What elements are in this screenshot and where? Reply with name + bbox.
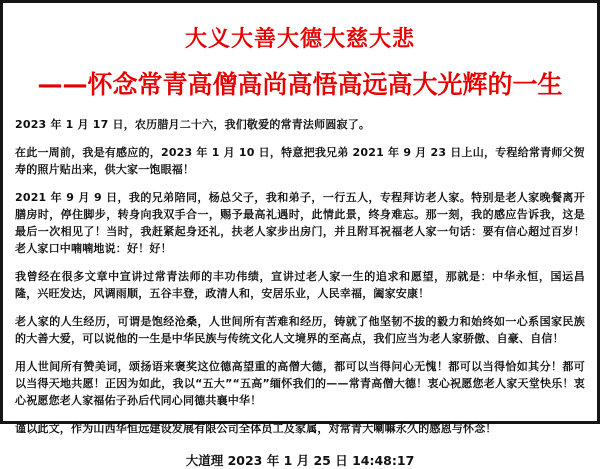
body-paragraph: 谨以此文，作为山西华恒远建设发展有限公司全体员工及家属，对常青大喇嘛永久的感恩与怀念！	[15, 422, 497, 436]
signature-line: 大道理 2023 年 1 月 25 日 14:48:17	[185, 453, 415, 469]
page-subtitle: ——怀念常青高僧高尚高悟高远高大光辉的一生	[37, 70, 563, 100]
document-body	[15, 116, 585, 437]
page-title: 大义大善大德大慈大悲	[184, 27, 415, 52]
body-paragraph: 2023 年 1 月 17 日，农历腊月二十六，我们敬爱的常青法师圆寂了。	[15, 118, 371, 132]
body-paragraph: 在此一周前，我是有感应的，2023 年 1 月 10 日，特意把我兄弟 2021 年 9 月 23 日上山，专程给常青师父贺寿的照片贴出来，供大家一饱眼福！	[15, 146, 585, 177]
body-paragraph: 我曾经在很多文章中宣讲过常青法师的丰功伟绩，宣讲过老人家一生的追求和愿望，那就是：中华永恒，国运昌隆，兴旺发达，风调雨顺，五谷丰登，政清人和，安居乐业，人民幸福，阖家安康！	[15, 270, 585, 301]
body-paragraph: 老人家的人生经历，可谓是饱经沧桑，人世间所有苦难和经历，铸就了他坚韧不拔的毅力和始终如一心系国家民族的大善大爱，可以说他的一生是中华民族与传统文化人文境界的至高点，我们应当为老人家骄傲、自豪、自信！	[15, 315, 585, 346]
body-paragraph: 2021 年 9 月 9 日，我的兄弟陪同，杨总父子，我和弟子，一行五人，专程拜访老人家。特别是老人家晚餐离开膳房时，停住脚步，转身向我双手合一，赐予最高礼遇时，此情此景，终身难忘。那一刻，我的感应告诉我，这是最后一次相见了！当时，我赶紧起身还礼，扶老人家步出房门，并且附耳祝福老人家一句话：要有信心超过百岁！老人家口中喃喃地说：好！好！	[15, 191, 585, 256]
body-paragraph: 用人世间所有赞美词，颂扬语来褒奖这位德高望重的高僧大德，都可以当得问心无愧！都可以当得恰如其分！都可以当得天地共愿！正因为如此，我以“五大”“五高”缅怀我们的——常青高僧大德！衷心祝愿您老人家天堂快乐！衷心祝愿您老人家福佑子孙后代同心同德共襄中华！	[15, 360, 585, 408]
